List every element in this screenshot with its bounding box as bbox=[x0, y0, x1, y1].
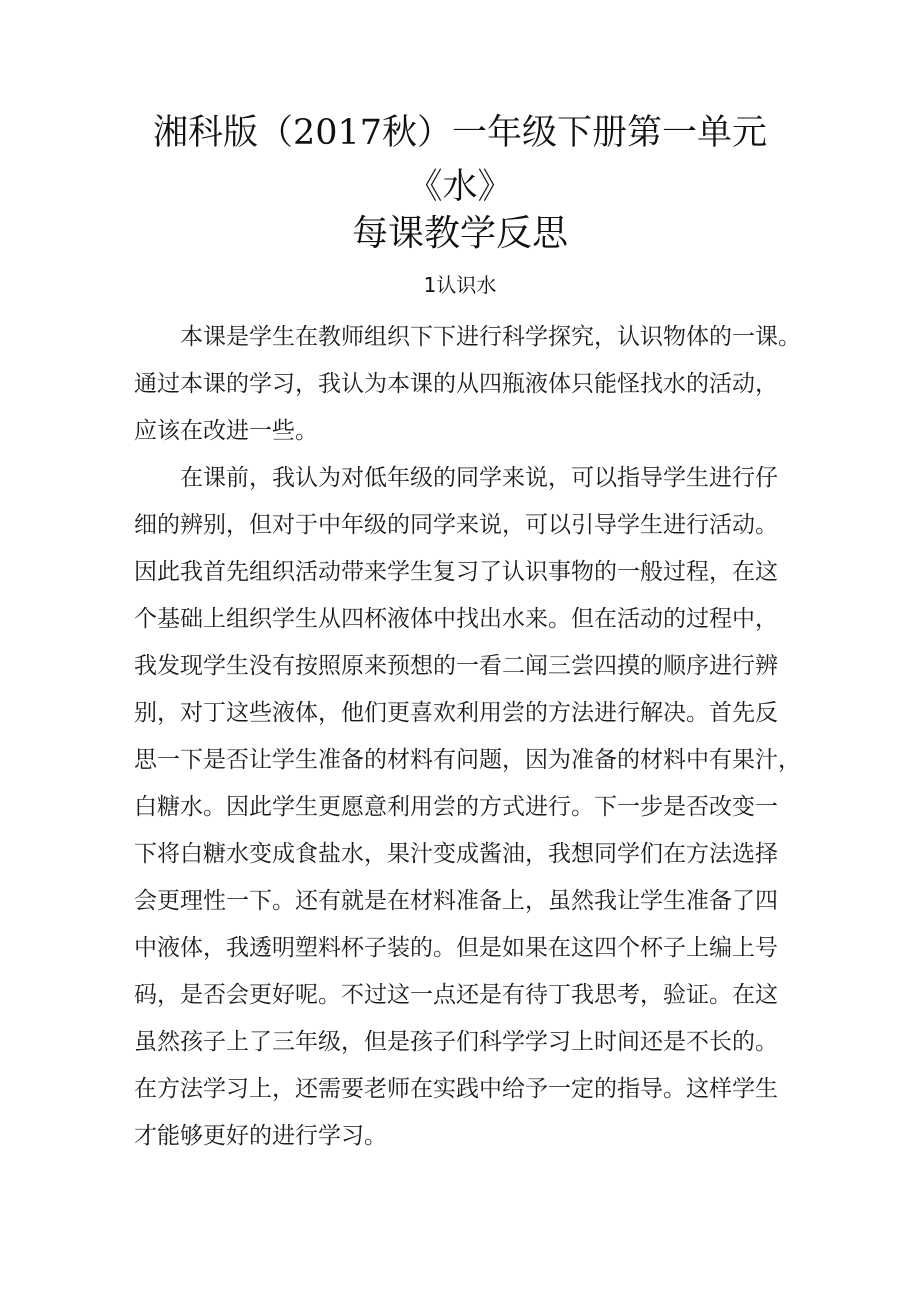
lesson-heading: 1认识水 bbox=[423, 273, 497, 297]
paragraph-line: 通过本课的学习，我认为本课的从四瓶液体只能怪找水的活动， bbox=[134, 371, 778, 397]
paragraph-line: 在课前，我认为对低年级的同学来说，可以指导学生进行仔 bbox=[180, 465, 778, 491]
paragraph-line: 下将白糖水变成食盐水，果汁变成酱油，我想同学们在方法选择 bbox=[134, 841, 778, 867]
paragraph-line: 码，是否会更好呢。不过这一点还是有待丁我思考，验证。在这 bbox=[134, 982, 778, 1008]
paragraph-line: 在方法学习上，还需要老师在实践中给予一定的指导。这样学生 bbox=[134, 1076, 778, 1102]
paragraph-1 bbox=[134, 314, 801, 455]
document-subtitle: 每课教学反思 bbox=[351, 213, 568, 254]
paragraph-line: 本课是学生在教师组织下下进行科学探究，认识物体的一课。 bbox=[180, 324, 801, 350]
unit-title: 《水》 bbox=[407, 167, 513, 207]
paragraph-2 bbox=[134, 455, 801, 1160]
paragraph-line: 虽然孩子上了三年级，但是孩子们科学学习上时间还是不长的。 bbox=[134, 1029, 778, 1055]
paragraph-line: 细的辨别，但对于中年级的同学来说，可以引导学生进行活动。 bbox=[134, 512, 778, 538]
paragraph-line: 因此我首先组织活动带来学生复习了认识事物的一般过程，在这 bbox=[134, 559, 778, 585]
paragraph-line: 白糖水。因此学生更愿意利用尝的方式进行。下一步是否改变一 bbox=[134, 794, 778, 820]
paragraph-line: 思一下是否让学生准备的材料有问题，因为准备的材料中有果汁， bbox=[134, 747, 801, 773]
paragraph-line: 才能够更好的进行学习。 bbox=[134, 1123, 387, 1149]
paragraph-line: 个基础上组织学生从四杯液体中找出水来。但在活动的过程中， bbox=[134, 606, 778, 632]
paragraph-line: 别，对丁这些液体，他们更喜欢利用尝的方法进行解决。首先反 bbox=[134, 700, 778, 726]
paragraph-line: 中液体，我透明塑料杯子装的。但是如果在这四个杯子上编上号 bbox=[134, 935, 778, 961]
paragraph-line: 会更理性一下。还有就是在材料准备上，虽然我让学生准备了四 bbox=[134, 888, 778, 914]
document-title: 湘科版（2017秋）一年级下册第一单元 bbox=[152, 113, 768, 153]
paragraph-line: 应该在改进一些。 bbox=[134, 418, 318, 444]
paragraph-line: 我发现学生没有按照原来预想的一看二闻三尝四摸的顺序进行辨 bbox=[134, 653, 778, 679]
